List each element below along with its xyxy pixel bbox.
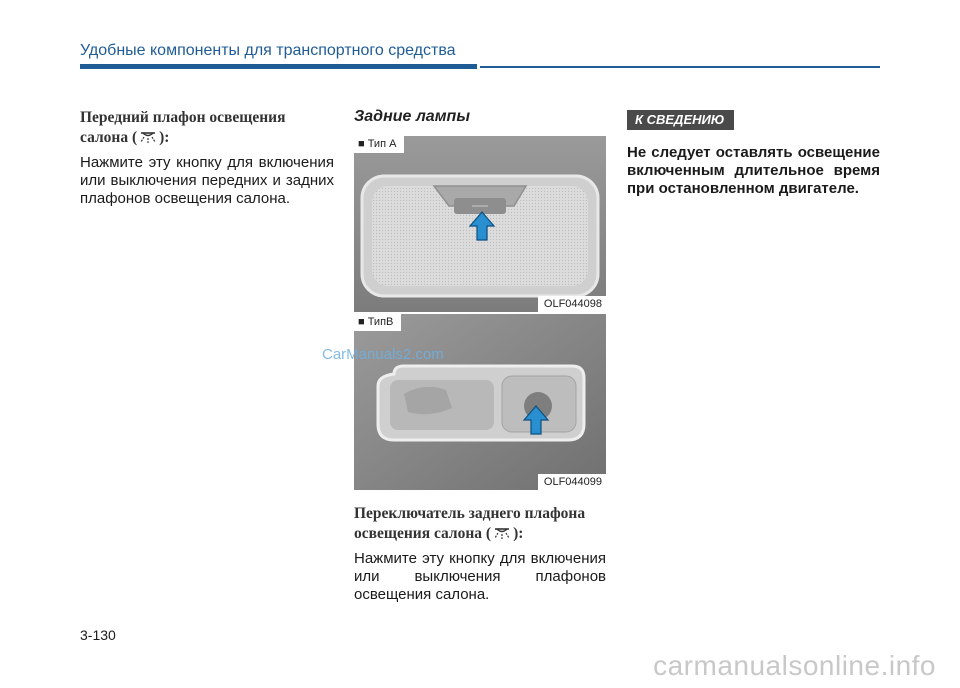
front-lamp-heading-suffix: ): <box>159 129 170 146</box>
watermark: CarManuals2.com <box>322 346 444 363</box>
interior-lamp-icon <box>137 130 159 144</box>
rear-switch-heading-prefix: освещения салона ( <box>354 525 492 542</box>
rear-lamps-heading: Задние лампы <box>354 108 470 125</box>
front-lamp-heading-line1: Передний плафон освещения <box>80 109 286 126</box>
header-title: Удобные компоненты для транспортного средства <box>80 42 456 59</box>
note-badge: К СВЕДЕНИЮ <box>627 110 734 130</box>
front-lamp-body: Нажмите эту кнопку для включения или выключения передних и задних плафонов освещения салона. <box>80 154 334 207</box>
header-rule <box>80 64 477 69</box>
header-rule-thin <box>480 66 880 68</box>
note-section <box>627 110 880 198</box>
figure-b-type-label: ■ ТипВ <box>354 314 401 331</box>
note-text: Не следует оставлять освещение включенным длительное время при остановленном двигателе. <box>627 144 880 197</box>
interior-lamp-icon <box>491 526 513 540</box>
figure-b-code: OLF044099 <box>538 474 606 490</box>
rear-switch-body: Нажмите эту кнопку для включения или выключения плафонов освещения салона. <box>354 550 606 603</box>
rear-switch-heading-suffix: ): <box>513 525 524 542</box>
page-number: 3-130 <box>80 627 116 643</box>
figure-a-code: OLF044098 <box>538 296 606 312</box>
rear-switch-heading-line1: Переключатель заднего плафона <box>354 505 586 522</box>
rear-switch-heading <box>354 504 606 544</box>
front-lamp-heading-prefix: салона ( <box>80 129 138 146</box>
footer-watermark: carmanualsonline.info <box>653 650 936 681</box>
figure-a-type-label: ■ Тип А <box>354 136 404 153</box>
front-lamp-heading <box>80 108 334 148</box>
rear-lamp-type-a-illustration <box>354 136 606 312</box>
figure-type-a <box>354 136 606 312</box>
rear-lamp-type-b-illustration <box>354 314 606 490</box>
figure-type-b <box>354 314 606 490</box>
front-lamp-section <box>80 108 334 208</box>
